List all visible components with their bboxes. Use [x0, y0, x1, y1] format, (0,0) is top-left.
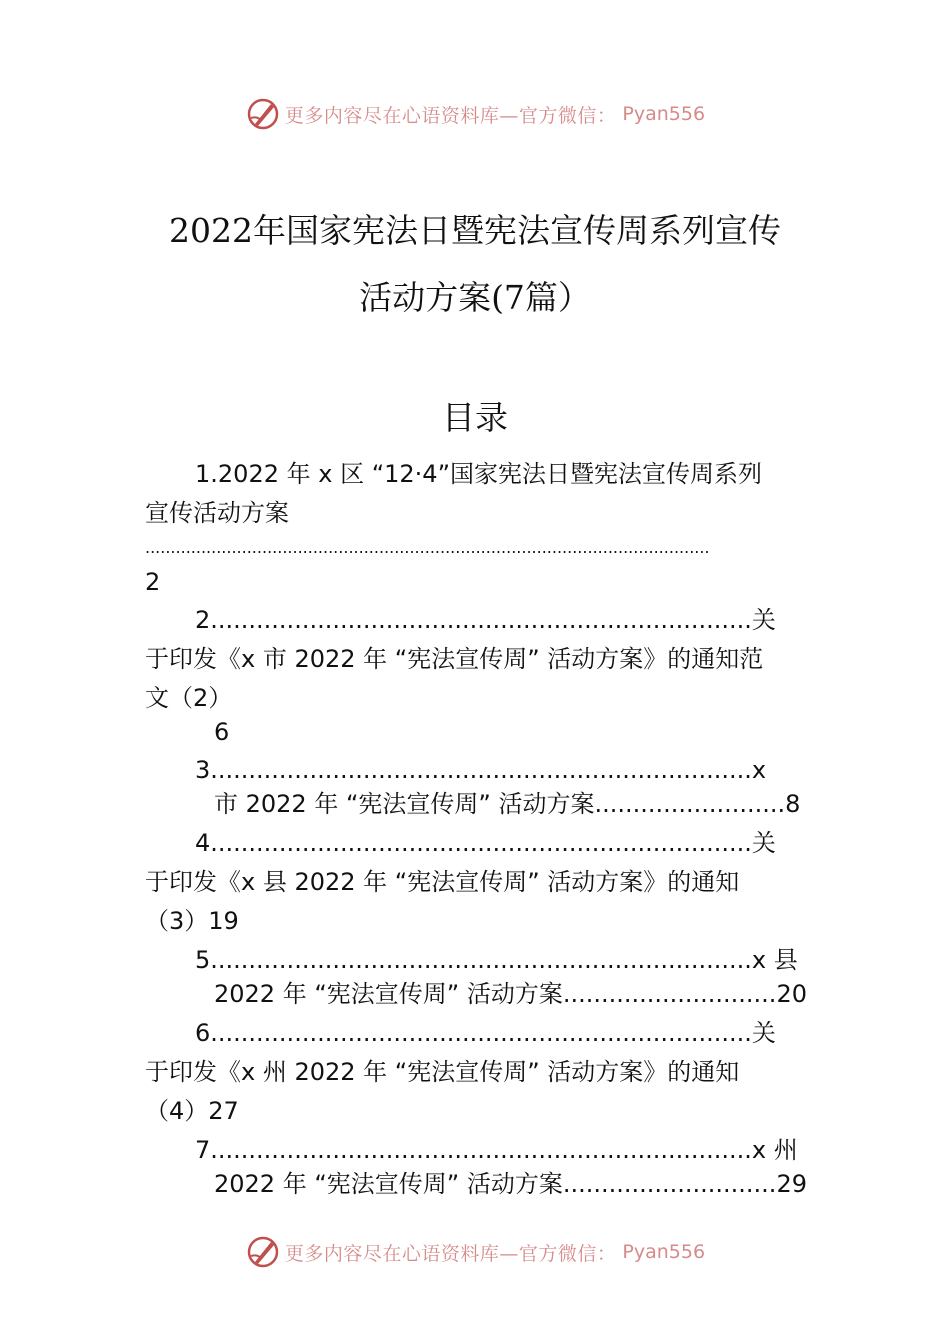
toc-item-2-line-3[interactable]: 文（2）	[145, 684, 233, 712]
toc-item-6-line-2[interactable]: 于印发《x 州 2022 年 “宪法宣传周” 活动方案》的通知	[145, 1058, 740, 1086]
toc-item-3-line-1[interactable]: 3.......................................................................x	[195, 756, 767, 784]
toc-item-4-line-1[interactable]: 4.......................................................................关	[195, 829, 776, 857]
watermark-text: 更多内容尽在心语资料库—官方微信：	[284, 104, 617, 127]
document-title-line-2: 活动方案(7篇）	[359, 278, 591, 317]
toc-item-1-line-2[interactable]: 宣传活动方案	[145, 499, 289, 527]
watermark-text: 更多内容尽在心语资料库—官方微信：	[284, 1242, 617, 1265]
toc-item-1-page: 2	[145, 568, 161, 596]
toc-item-1-leader: ...............................................................................................................	[145, 538, 710, 557]
toc-item-5-line-1[interactable]: 5.......................................................................x 县	[195, 946, 798, 974]
toc-item-2-page: 6	[214, 718, 230, 746]
toc-item-6-line-1[interactable]: 6.......................................................................关	[195, 1019, 776, 1047]
toc-item-2-line-1[interactable]: 2.......................................................................关	[195, 606, 776, 634]
watermark-wechat-id: Pyan556	[622, 1241, 706, 1263]
toc-item-6-line-3[interactable]: （4）27	[145, 1097, 239, 1125]
toc-item-3-line-2[interactable]: 市 2022 年 “宪法宣传周” 活动方案.........................8	[214, 790, 801, 818]
header-watermark	[0, 94, 950, 134]
toc-item-4-line-3[interactable]: （3）19	[145, 907, 239, 935]
toc-heading: 目录	[442, 398, 508, 437]
footer-watermark	[0, 1232, 950, 1272]
watermark-wechat-id: Pyan556	[622, 103, 706, 125]
toc-item-2-line-2[interactable]: 于印发《x 市 2022 年 “宪法宣传周” 活动方案》的通知范	[145, 645, 764, 673]
toc-item-5-line-2[interactable]: 2022 年 “宪法宣传周” 活动方案............................20	[214, 980, 807, 1008]
pen-logo-icon	[245, 96, 281, 132]
toc-item-7-line-2[interactable]: 2022 年 “宪法宣传周” 活动方案............................29	[214, 1170, 807, 1198]
toc-item-4-line-2[interactable]: 于印发《x 县 2022 年 “宪法宣传周” 活动方案》的通知	[145, 868, 740, 896]
toc-item-7-line-1[interactable]: 7.......................................................................x 州	[195, 1136, 798, 1164]
pen-logo-icon	[245, 1234, 281, 1270]
toc-item-1-line-1[interactable]: 1.2022 年 x 区 “12·4”国家宪法日暨宪法宣传周系列	[195, 460, 762, 488]
document-title-line-1: 2022年国家宪法日暨宪法宣传周系列宣传	[169, 211, 781, 250]
